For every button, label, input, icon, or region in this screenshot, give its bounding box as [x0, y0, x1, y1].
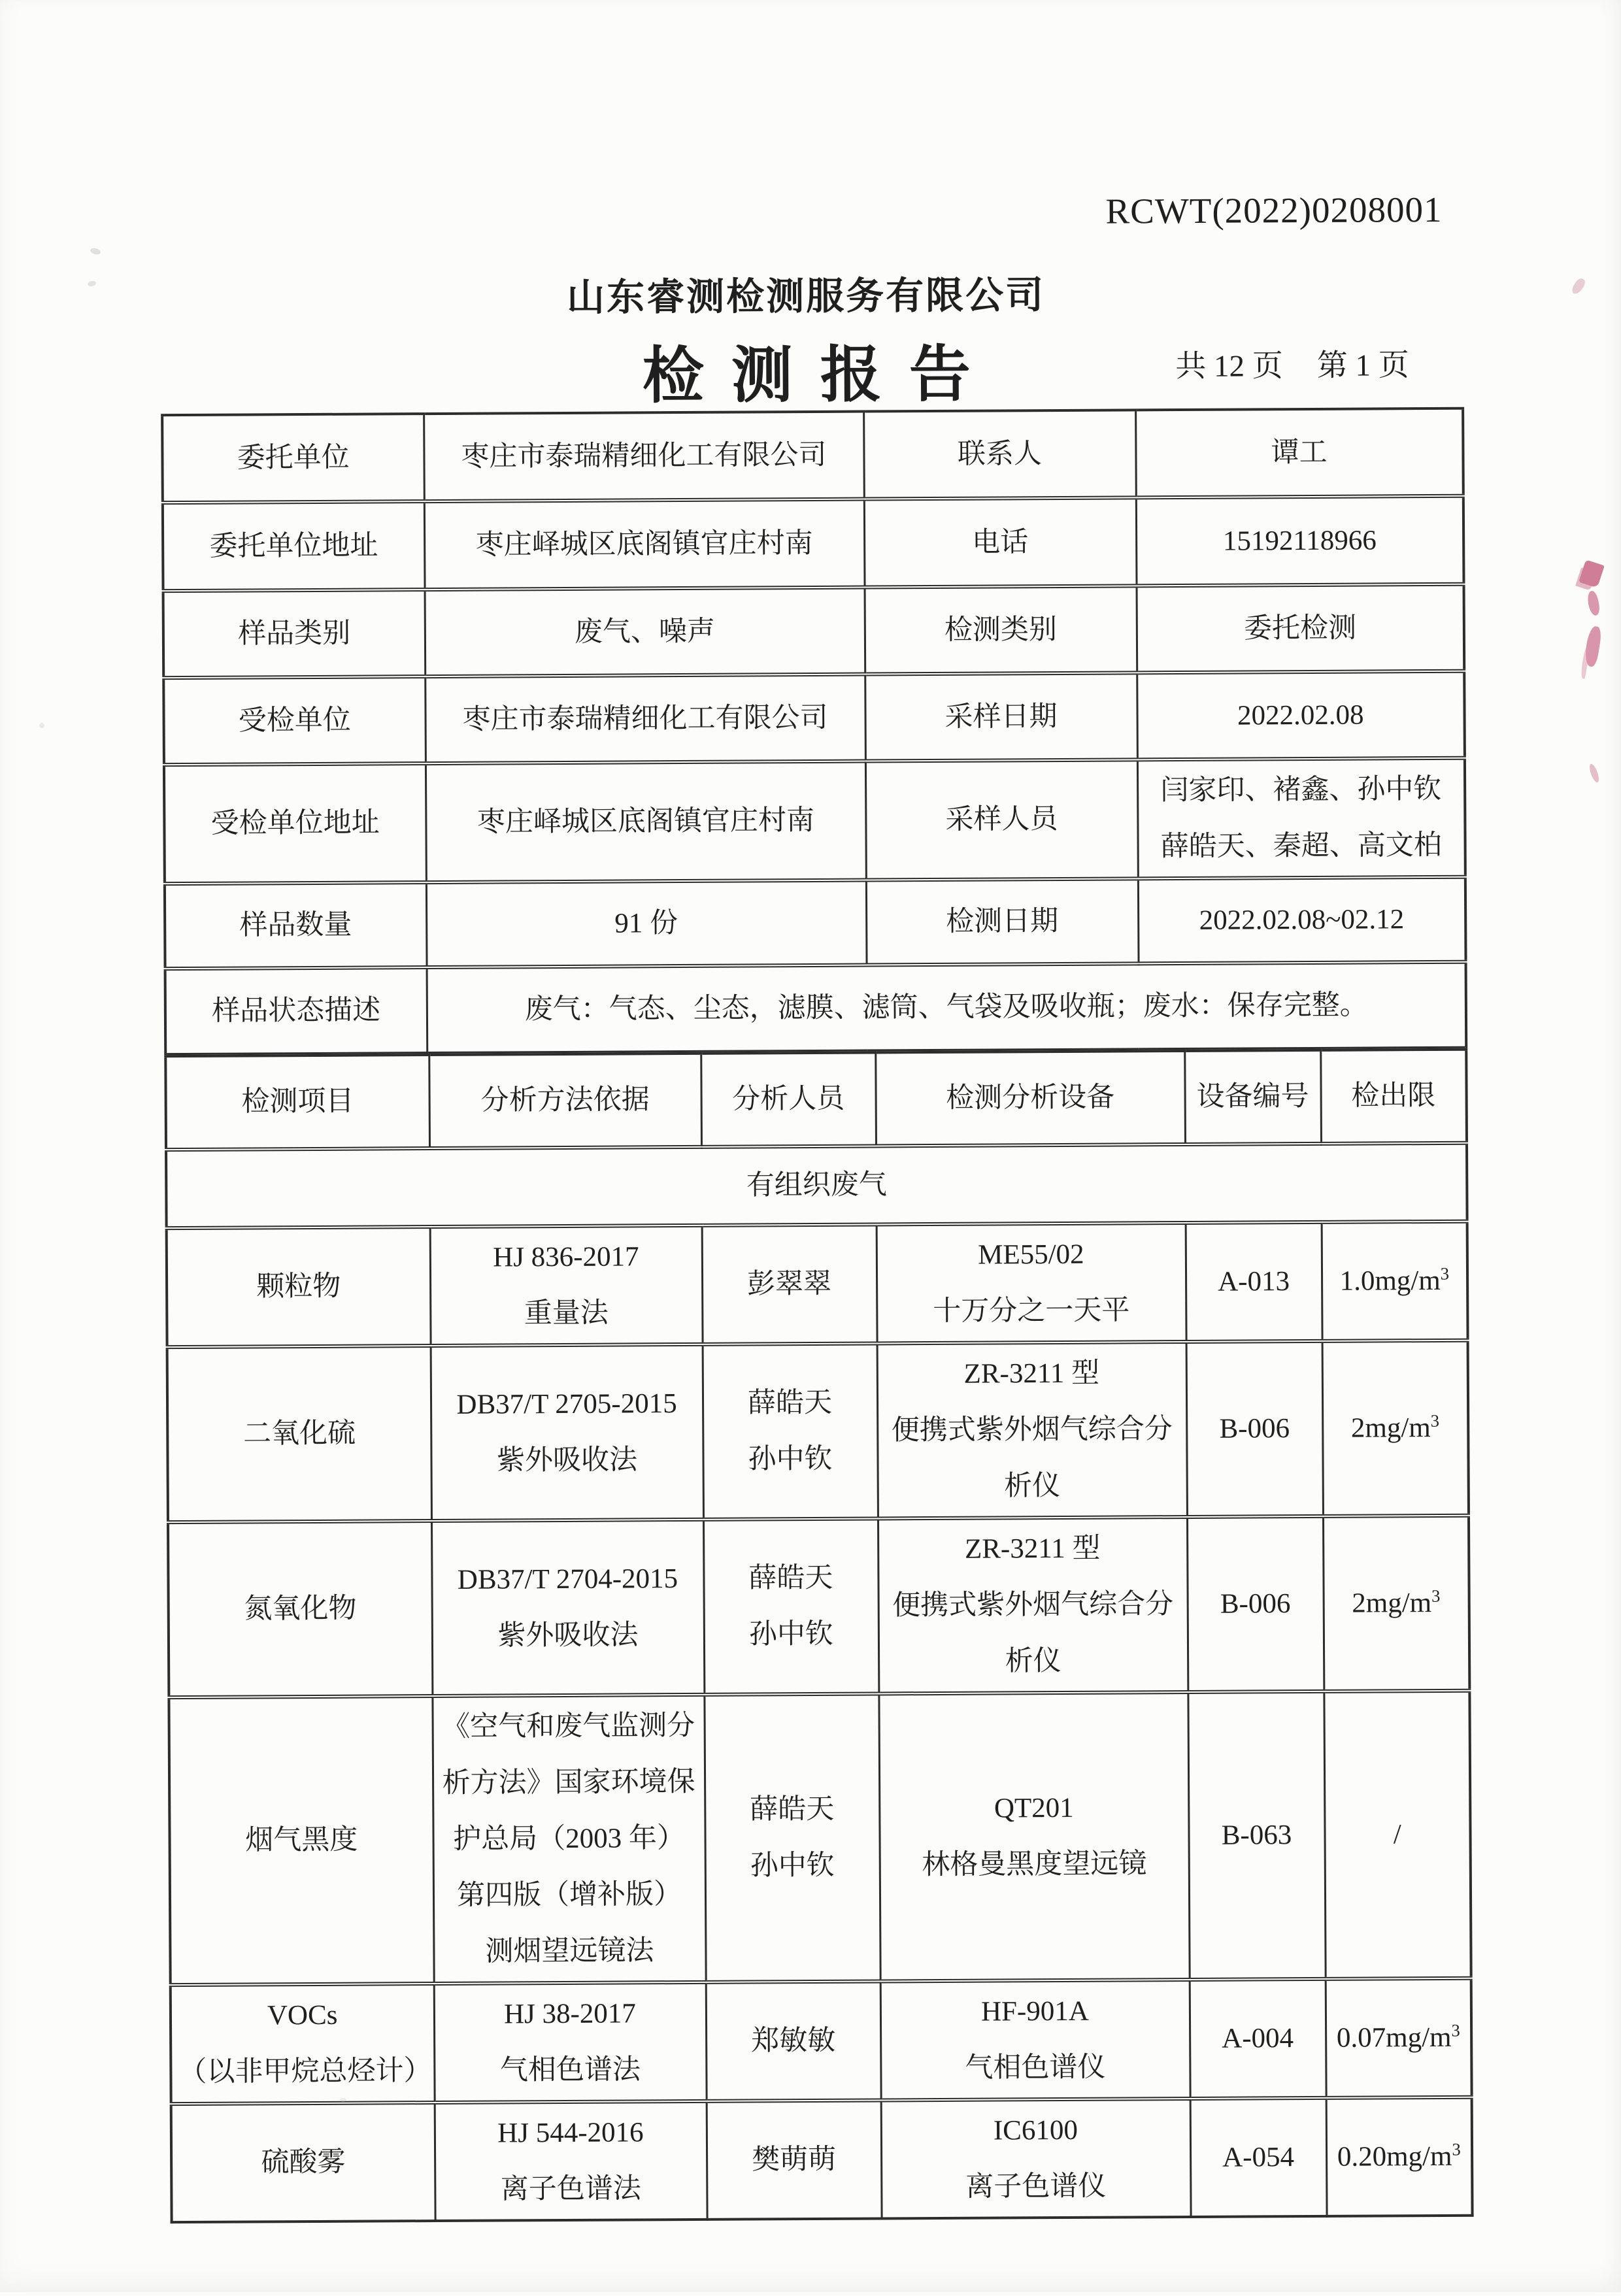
limit-value: 2mg/m — [1351, 1412, 1431, 1444]
page-info — [1175, 341, 1409, 386]
info-value: 枣庄峄城区底阁镇官庄村南 — [426, 761, 866, 883]
report-title: 检测报告 — [0, 322, 1617, 418]
device-no-cell: B-006 — [1186, 1340, 1323, 1516]
page-count: 共 12 页 — [1175, 349, 1283, 384]
item-cell: 二氧化硫 — [167, 1346, 431, 1522]
method-cell: HJ 544-2016 离子色谱法 — [435, 2101, 707, 2220]
info-label: 采样日期 — [865, 673, 1137, 761]
device-no-cell: A-004 — [1190, 1978, 1326, 2098]
section-row — [166, 1142, 1467, 1227]
table-row — [162, 408, 1463, 503]
info-label: 样品状态描述 — [165, 967, 427, 1054]
limit-value: 1.0mg/m — [1339, 1265, 1440, 1296]
limit-exponent: 3 — [1451, 2020, 1460, 2040]
table-row — [164, 758, 1465, 884]
equipment-cell: HF-901A 气相色谱仪 — [880, 1979, 1190, 2099]
info-label: 委托单位地址 — [163, 501, 425, 591]
limit-cell — [1323, 1515, 1469, 1691]
page-current: 第 1 页 — [1317, 348, 1409, 383]
analysis-table — [164, 1048, 1473, 2223]
device-no-cell: A-054 — [1190, 2097, 1327, 2216]
limit-cell — [1324, 1690, 1471, 1978]
equipment-cell: ME55/02 十万分之一天平 — [877, 1222, 1186, 1342]
info-value: 闫家印、褚鑫、孙中钦 薛皓天、秦超、高文柏 — [1137, 758, 1465, 879]
info-value: 91 份 — [426, 880, 867, 968]
info-label: 采样人员 — [865, 759, 1138, 880]
info-table — [161, 407, 1467, 1055]
limit-exponent: 3 — [1452, 2139, 1460, 2159]
item-cell: 烟气黑度 — [169, 1696, 433, 1985]
info-value: 15192118966 — [1136, 496, 1464, 586]
equipment-cell: ZR-3211 型 便携式紫外烟气综合分 析仪 — [877, 1341, 1187, 1518]
info-label: 样品类别 — [163, 590, 426, 678]
limit-cell — [1326, 2097, 1473, 2216]
company-name: 山东睿测检测服务有限公司 — [0, 261, 1616, 325]
header-row — [165, 1049, 1467, 1149]
report-table — [161, 407, 1471, 2223]
info-value: 委托检测 — [1137, 584, 1465, 673]
info-label: 电话 — [864, 497, 1137, 587]
table-row — [167, 1340, 1469, 1522]
limit-cell — [1322, 1221, 1468, 1340]
info-label: 检测日期 — [866, 878, 1139, 965]
info-value: 2022.02.08 — [1137, 671, 1465, 760]
limit-value: 0.20mg/m — [1337, 2140, 1452, 2172]
item-cell: VOCs （以非甲烷总烃计） — [171, 1984, 435, 2104]
info-label: 联系人 — [863, 410, 1136, 499]
method-cell: HJ 38-2017 气相色谱法 — [434, 1982, 707, 2102]
limit-cell — [1326, 1978, 1472, 2097]
info-value: 谭工 — [1135, 408, 1463, 498]
info-value: 枣庄峄城区底阁镇官庄村南 — [424, 499, 865, 590]
title-row — [0, 322, 1617, 402]
column-header: 分析方法依据 — [429, 1053, 701, 1148]
item-cell: 氮氧化物 — [168, 1521, 432, 1697]
column-header: 分析人员 — [701, 1052, 876, 1146]
analyst-cell: 薛皓天 孙中钦 — [703, 1518, 878, 1694]
analyst-cell: 郑敏敏 — [706, 1981, 881, 2101]
table-row — [171, 2097, 1473, 2221]
method-cell: HJ 836-2017 重量法 — [430, 1225, 703, 1345]
device-no-cell: B-063 — [1188, 1691, 1325, 1979]
table-row — [171, 1978, 1472, 2103]
column-header: 设备编号 — [1184, 1050, 1321, 1144]
equipment-cell: ZR-3211 型 便携式紫外烟气综合分 析仪 — [878, 1516, 1188, 1693]
equipment-cell: QT201 林格曼黑度望远镜 — [878, 1691, 1189, 1980]
info-value: 枣庄市泰瑞精细化工有限公司 — [425, 674, 865, 764]
info-label: 受检单位 — [163, 676, 426, 765]
analyst-cell: 薛皓天 孙中钦 — [703, 1343, 878, 1519]
info-label: 受检单位地址 — [164, 763, 426, 884]
item-cell: 硫酸雾 — [171, 2103, 435, 2222]
table-row — [168, 1515, 1469, 1697]
table-row — [165, 877, 1466, 969]
info-value: 废气、噪声 — [425, 588, 865, 677]
table-row — [163, 496, 1464, 591]
info-label: 委托单位 — [162, 414, 424, 503]
analyst-cell: 薛皓天 孙中钦 — [704, 1693, 880, 1982]
report-number: RCWT(2022)0208001 — [1105, 189, 1442, 232]
analyst-cell: 樊萌萌 — [707, 2100, 882, 2219]
column-header: 检测项目 — [165, 1055, 429, 1150]
info-label: 样品数量 — [165, 882, 427, 969]
limit-exponent: 3 — [1441, 1263, 1449, 1283]
item-cell: 颗粒物 — [167, 1227, 431, 1347]
method-cell: DB37/T 2705-2015 紫外吸收法 — [431, 1344, 703, 1520]
column-header: 检出限 — [1320, 1049, 1467, 1143]
section-header: 有组织废气 — [166, 1142, 1467, 1227]
limit-value: 2mg/m — [1352, 1588, 1431, 1619]
limit-value: / — [1394, 1819, 1401, 1850]
method-cell: DB37/T 2704-2015 紫外吸收法 — [431, 1519, 704, 1695]
info-value: 枣庄市泰瑞精细化工有限公司 — [424, 412, 864, 502]
limit-exponent: 3 — [1431, 1586, 1440, 1605]
table-row — [167, 1221, 1468, 1346]
equipment-cell: IC6100 离子色谱仪 — [881, 2098, 1191, 2218]
device-no-cell: B-006 — [1187, 1516, 1324, 1691]
analyst-cell: 彭翠翠 — [702, 1224, 877, 1344]
limit-exponent: 3 — [1431, 1410, 1439, 1430]
table-row — [163, 671, 1465, 765]
limit-cell — [1322, 1340, 1469, 1516]
device-no-cell: A-013 — [1186, 1222, 1322, 1341]
table-row — [165, 962, 1467, 1054]
info-label: 检测类别 — [865, 586, 1137, 674]
limit-value: 0.07mg/m — [1337, 2021, 1452, 2053]
table-row — [169, 1690, 1471, 1984]
table-row — [163, 584, 1465, 678]
method-cell: 《空气和废气监测分 析方法》国家环境保 护总局（2003 年） 第四版（增补版） 测烟望远镜法 — [432, 1694, 705, 1983]
info-value: 2022.02.08~02.12 — [1138, 877, 1466, 964]
info-value: 废气：气态、尘态，滤膜、滤筒、气袋及吸收瓶；废水：保存完整。 — [427, 962, 1467, 1052]
column-header: 检测分析设备 — [875, 1051, 1185, 1146]
